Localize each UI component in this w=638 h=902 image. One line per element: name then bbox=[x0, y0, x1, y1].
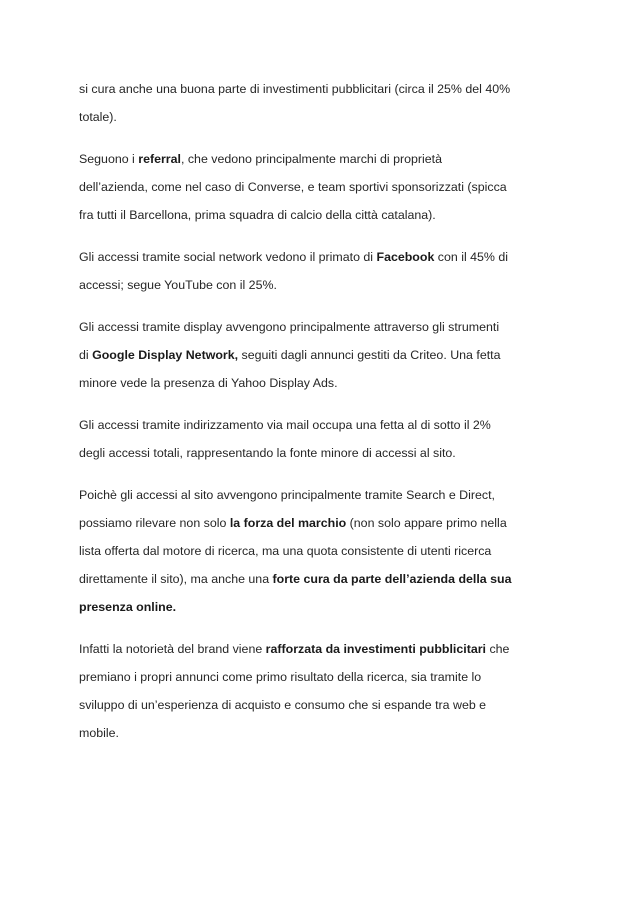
text-line bbox=[79, 271, 569, 299]
text-run: Poichè gli accessi al sito avvengono principalmente tramite Search e Direct, bbox=[79, 488, 495, 502]
text-line bbox=[79, 537, 569, 565]
document-body bbox=[79, 75, 569, 747]
paragraph bbox=[79, 145, 569, 229]
text-line bbox=[79, 719, 569, 747]
text-run: si cura anche una buona parte di investimenti pubblicitari (circa il 25% del 40% bbox=[79, 82, 511, 96]
text-run: accessi; segue YouTube con il 25%. bbox=[79, 278, 277, 292]
text-line bbox=[79, 593, 569, 621]
text-run: dell’azienda, come nel caso di Converse, e team sportivi sponsorizzati (spicca bbox=[79, 180, 507, 194]
text-run: fra tutti il Barcellona, prima squadra di calcio della città catalana). bbox=[79, 208, 436, 222]
text-run: (non solo appare primo nella bbox=[346, 516, 507, 530]
text-line bbox=[79, 565, 569, 593]
text-run: seguiti dagli annunci gestiti da Criteo. Una fetta bbox=[238, 348, 501, 362]
text-run: Gli accessi tramite social network vedono il primato di bbox=[79, 250, 377, 264]
text-line bbox=[79, 75, 569, 103]
text-line bbox=[79, 243, 569, 271]
text-run: mobile. bbox=[79, 726, 119, 740]
text-run: degli accessi totali, rappresentando la fonte minore di accessi al sito. bbox=[79, 446, 456, 460]
text-line bbox=[79, 509, 569, 537]
text-run: lista offerta dal motore di ricerca, ma una quota consistente di utenti ricerca bbox=[79, 544, 492, 558]
text-run: Gli accessi tramite indirizzamento via mail occupa una fetta al di sotto il 2% bbox=[79, 418, 491, 432]
paragraph bbox=[79, 75, 569, 131]
bold-text: forte cura da parte dell’azienda della sua bbox=[272, 572, 512, 586]
text-line bbox=[79, 201, 569, 229]
text-run: sviluppo di un’esperienza di acquisto e consumo che si espande tra web e bbox=[79, 698, 487, 712]
paragraph bbox=[79, 313, 569, 397]
text-run: minore vede la presenza di Yahoo Display Ads. bbox=[79, 376, 338, 390]
paragraph bbox=[79, 243, 569, 299]
document-page bbox=[79, 75, 569, 761]
text-run: totale). bbox=[79, 110, 117, 124]
text-run: premiano i propri annunci come primo risultato della ricerca, sia tramite lo bbox=[79, 670, 482, 684]
bold-text: Facebook bbox=[376, 250, 435, 264]
paragraph bbox=[79, 481, 569, 621]
bold-text: rafforzata da investimenti pubblicitari bbox=[265, 642, 486, 656]
bold-text: la forza del marchio bbox=[229, 516, 347, 530]
paragraph bbox=[79, 635, 569, 747]
bold-text: referral bbox=[138, 152, 181, 166]
text-run: direttamente il sito), ma anche una bbox=[79, 572, 273, 586]
text-run: Gli accessi tramite display avvengono principalmente attraverso gli strumenti bbox=[79, 320, 500, 334]
text-line bbox=[79, 313, 569, 341]
text-line bbox=[79, 145, 569, 173]
text-run: di bbox=[79, 348, 93, 362]
text-line bbox=[79, 103, 569, 131]
text-line bbox=[79, 173, 569, 201]
text-line bbox=[79, 481, 569, 509]
text-run: Infatti la notorietà del brand viene bbox=[79, 642, 266, 656]
text-line bbox=[79, 341, 569, 369]
text-line bbox=[79, 691, 569, 719]
text-run: , che vedono principalmente marchi di proprietà bbox=[180, 152, 443, 166]
text-run: che bbox=[486, 642, 510, 656]
text-run: Seguono i bbox=[79, 152, 139, 166]
text-line bbox=[79, 411, 569, 439]
text-run: possiamo rilevare non solo bbox=[79, 516, 230, 530]
text-line bbox=[79, 635, 569, 663]
text-line bbox=[79, 439, 569, 467]
text-line bbox=[79, 663, 569, 691]
text-run: con il 45% di bbox=[434, 250, 509, 264]
text-line bbox=[79, 369, 569, 397]
bold-text: Google Display Network, bbox=[92, 348, 239, 362]
bold-text: presenza online. bbox=[79, 600, 177, 614]
paragraph bbox=[79, 411, 569, 467]
